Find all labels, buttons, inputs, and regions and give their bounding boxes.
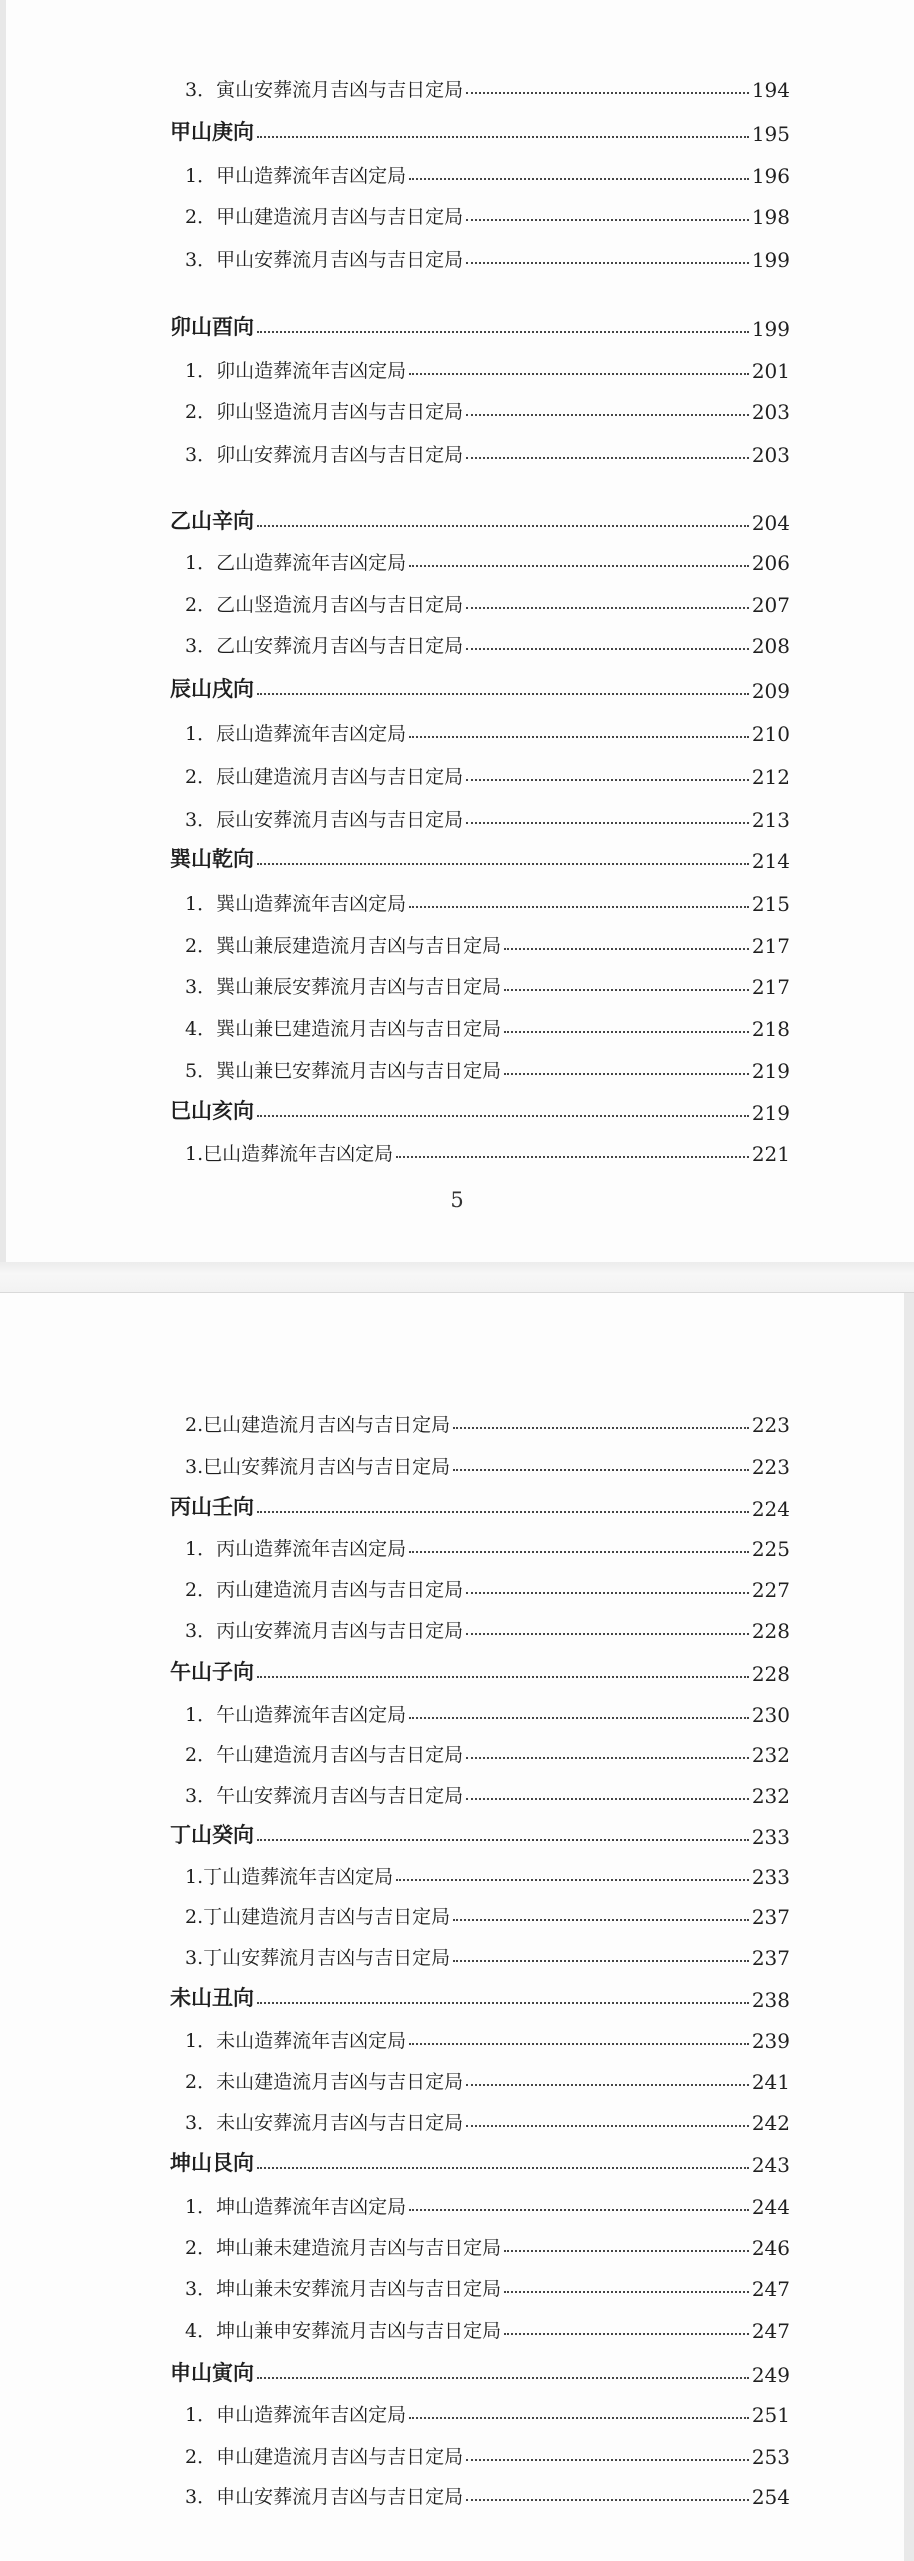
toc-entry-title: 3．甲山安葬流月吉凶与吉日定局	[185, 249, 464, 271]
dot-leader	[466, 1797, 749, 1800]
toc-entry-page-number: 199	[751, 248, 790, 272]
toc-entry-title: 2.丁山建造流月吉凶与吉日定局	[185, 1906, 451, 1928]
toc-entry-page-number: 254	[751, 2485, 790, 2509]
toc-entry-page-number: 232	[751, 1784, 790, 1808]
toc-entry-title: 3．辰山安葬流月吉凶与吉日定局	[185, 809, 464, 831]
toc-section-heading	[0, 110, 914, 146]
toc-section-heading	[0, 2141, 914, 2177]
dot-leader	[257, 2376, 749, 2379]
toc-entry-title: 3．坤山兼未安葬流月吉凶与吉日定局	[185, 2278, 502, 2300]
toc-entry	[0, 2433, 914, 2469]
dot-leader	[257, 2166, 749, 2169]
dot-leader	[396, 1155, 749, 1158]
toc-entry-page-number: 209	[751, 679, 790, 703]
toc-section-heading	[0, 1485, 914, 1521]
dot-leader	[504, 947, 749, 950]
toc-entry-title: 2.巳山建造流月吉凶与吉日定局	[185, 1414, 451, 1436]
toc-entry-page-number: 247	[751, 2319, 790, 2343]
toc-entry	[0, 1691, 914, 1727]
dot-leader	[466, 1591, 749, 1594]
dot-leader	[409, 735, 749, 738]
toc-entry	[0, 581, 914, 617]
toc-entry-page-number: 203	[751, 400, 790, 424]
dot-leader	[257, 1510, 749, 1513]
toc-entry-title: 3．巽山兼辰安葬流月吉凶与吉日定局	[185, 976, 502, 998]
toc-entry-title: 午山子向	[170, 1659, 254, 1684]
toc-entry-page-number: 247	[751, 2277, 790, 2301]
toc-entry-title: 卯山酉向	[170, 314, 254, 339]
toc-section-heading	[0, 1089, 914, 1125]
dot-leader	[466, 1632, 749, 1635]
toc-entry	[0, 622, 914, 658]
toc-entry-title: 1．巽山造葬流年吉凶定局	[185, 893, 407, 915]
toc-entry-page-number: 228	[751, 1619, 790, 1643]
toc-entry	[0, 922, 914, 958]
toc-entry-page-number: 232	[751, 1743, 790, 1767]
dot-leader	[504, 2332, 749, 2335]
toc-section-heading	[0, 1976, 914, 2012]
toc-entry-title: 1．辰山造葬流年吉凶定局	[185, 723, 407, 745]
toc-entry-page-number: 251	[751, 2403, 790, 2427]
toc-entry-page-number: 203	[751, 443, 790, 467]
toc-entry-title: 1.巳山造葬流年吉凶定局	[185, 1143, 394, 1165]
toc-entry-title: 巽山乾向	[170, 846, 254, 871]
toc-entry-page-number: 238	[751, 1988, 790, 2012]
toc-entry-title: 3．卯山安葬流月吉凶与吉日定局	[185, 444, 464, 466]
toc-entry	[0, 431, 914, 467]
toc-section-heading	[0, 499, 914, 535]
toc-entry	[0, 1047, 914, 1083]
toc-entry-page-number: 244	[751, 2195, 790, 2219]
toc-entry-title: 2．辰山建造流月吉凶与吉日定局	[185, 766, 464, 788]
toc-entry-title: 3.巳山安葬流月吉凶与吉日定局	[185, 1456, 451, 1478]
dot-leader	[453, 1426, 749, 1429]
toc-entry-page-number: 199	[751, 317, 790, 341]
toc-entry-title: 坤山艮向	[170, 2150, 254, 2175]
toc-entry-page-number: 218	[751, 1017, 790, 1041]
toc-entry-title: 3．申山安葬流月吉凶与吉日定局	[185, 2486, 464, 2508]
toc-entry	[0, 2307, 914, 2343]
toc-section-heading	[0, 305, 914, 341]
dot-leader	[409, 177, 749, 180]
document-page-2	[0, 1292, 914, 2561]
toc-entry-title: 3．丙山安葬流月吉凶与吉日定局	[185, 1620, 464, 1642]
toc-entry	[0, 1443, 914, 1479]
toc-section-heading	[0, 667, 914, 703]
dot-leader	[257, 862, 749, 865]
toc-entry	[0, 1934, 914, 1970]
toc-entry-page-number: 249	[751, 2363, 790, 2387]
toc-entry-page-number: 233	[751, 1825, 790, 1849]
toc-entry	[0, 1853, 914, 1889]
dot-leader	[409, 1716, 749, 1719]
toc-entry-page-number: 228	[751, 1662, 790, 1686]
toc-entry-page-number: 214	[751, 849, 790, 873]
toc-entry	[0, 1893, 914, 1929]
document-page-1	[0, 0, 914, 1262]
toc-entry-page-number: 204	[751, 511, 790, 535]
toc-entry-title: 2．巽山兼辰建造流月吉凶与吉日定局	[185, 935, 502, 957]
toc-entry	[0, 2017, 914, 2053]
dot-leader	[409, 2042, 749, 2045]
toc-entry-title: 2．未山建造流月吉凶与吉日定局	[185, 2071, 464, 2093]
dot-leader	[257, 1838, 749, 1841]
toc-entry-title: 1．卯山造葬流年吉凶定局	[185, 360, 407, 382]
toc-entry-page-number: 227	[751, 1578, 790, 1602]
toc-entry-title: 4．坤山兼申安葬流月吉凶与吉日定局	[185, 2320, 502, 2342]
toc-entry-page-number: 215	[751, 892, 790, 916]
dot-leader	[466, 261, 749, 264]
toc-entry	[0, 1130, 914, 1166]
toc-entry	[0, 193, 914, 229]
dot-leader	[257, 692, 749, 695]
toc-entry-title: 2．午山建造流月吉凶与吉日定局	[185, 1744, 464, 1766]
toc-entry-title: 未山丑向	[170, 1985, 254, 2010]
toc-entry-title: 丙山壬向	[170, 1494, 254, 1519]
dot-leader	[453, 1468, 749, 1471]
toc-entry-title: 3.丁山安葬流月吉凶与吉日定局	[185, 1947, 451, 1969]
dot-leader	[504, 988, 749, 991]
dot-leader	[409, 905, 749, 908]
toc-entry	[0, 963, 914, 999]
dot-leader	[466, 218, 749, 221]
toc-entry-page-number: 196	[751, 164, 790, 188]
toc-entry-page-number: 253	[751, 2445, 790, 2469]
toc-entry-title: 1．未山造葬流年吉凶定局	[185, 2030, 407, 2052]
dot-leader	[466, 413, 749, 416]
toc-entry-page-number: 198	[751, 205, 790, 229]
toc-entry	[0, 388, 914, 424]
toc-entry-title: 丁山癸向	[170, 1822, 254, 1847]
dot-leader	[453, 1918, 749, 1921]
dot-leader	[409, 564, 749, 567]
page-number: 5	[450, 1188, 464, 1212]
toc-entry	[0, 2099, 914, 2135]
dot-leader	[466, 2124, 749, 2127]
toc-entry-page-number: 225	[751, 1537, 790, 1561]
toc-entry-page-number: 207	[751, 593, 790, 617]
toc-section-heading	[0, 1650, 914, 1686]
toc-entry-page-number: 223	[751, 1455, 790, 1479]
dot-leader	[466, 456, 749, 459]
toc-entry-title: 2．卯山竖造流月吉凶与吉日定局	[185, 401, 464, 423]
toc-entry-page-number: 201	[751, 359, 790, 383]
dot-leader	[504, 2249, 749, 2252]
toc-entry	[0, 1566, 914, 1602]
dot-leader	[257, 1675, 749, 1678]
toc-entry-title: 4．巽山兼巳建造流月吉凶与吉日定局	[185, 1018, 502, 1040]
toc-entry-title: 1．丙山造葬流年吉凶定局	[185, 1538, 407, 1560]
toc-entry	[0, 1607, 914, 1643]
toc-entry-title: 1．乙山造葬流年吉凶定局	[185, 552, 407, 574]
dot-leader	[409, 372, 749, 375]
toc-entry-title: 5．巽山兼巳安葬流月吉凶与吉日定局	[185, 1060, 502, 1082]
dot-leader	[504, 2290, 749, 2293]
toc-entry	[0, 1525, 914, 1561]
toc-section-heading	[0, 2351, 914, 2387]
toc-entry	[0, 2473, 914, 2509]
toc-entry	[0, 347, 914, 383]
dot-leader	[466, 647, 749, 650]
toc-entry-page-number: 195	[751, 122, 790, 146]
toc-entry-title: 2．丙山建造流月吉凶与吉日定局	[185, 1579, 464, 1601]
toc-entry	[0, 1005, 914, 1041]
toc-entry-page-number: 219	[751, 1059, 790, 1083]
toc-entry-page-number: 213	[751, 808, 790, 832]
toc-entry-page-number: 224	[751, 1497, 790, 1521]
toc-entry	[0, 236, 914, 272]
dot-leader	[466, 778, 749, 781]
toc-entry	[0, 1772, 914, 1808]
toc-entry	[0, 753, 914, 789]
toc-entry	[0, 2224, 914, 2260]
dot-leader	[504, 1072, 749, 1075]
toc-entry-title: 乙山辛向	[170, 508, 254, 533]
toc-entry	[0, 710, 914, 746]
toc-section-heading	[0, 837, 914, 873]
dot-leader	[409, 2208, 749, 2211]
toc-entry-page-number: 217	[751, 975, 790, 999]
toc-entry	[0, 2183, 914, 2219]
dot-leader	[453, 1959, 749, 1962]
toc-entry	[0, 152, 914, 188]
toc-entry-title: 申山寅向	[170, 2360, 254, 2385]
dot-leader	[466, 2083, 749, 2086]
dot-leader	[504, 1030, 749, 1033]
toc-entry	[0, 1401, 914, 1437]
dot-leader	[466, 2498, 749, 2501]
toc-entry-page-number: 212	[751, 765, 790, 789]
dot-leader	[466, 91, 749, 94]
toc-entry-page-number: 230	[751, 1703, 790, 1727]
toc-entry	[0, 2265, 914, 2301]
dot-leader	[466, 606, 749, 609]
toc-entry-title: 2．坤山兼未建造流月吉凶与吉日定局	[185, 2237, 502, 2259]
toc-entry-page-number: 237	[751, 1946, 790, 1970]
toc-entry-page-number: 237	[751, 1905, 790, 1929]
toc-entry-page-number: 210	[751, 722, 790, 746]
toc-entry	[0, 66, 914, 102]
toc-entry-page-number: 243	[751, 2153, 790, 2177]
toc-entry-title: 甲山庚向	[170, 119, 254, 144]
toc-entry-title: 3．未山安葬流月吉凶与吉日定局	[185, 2112, 464, 2134]
dot-leader	[257, 524, 749, 527]
toc-entry-page-number: 241	[751, 2070, 790, 2094]
toc-entry-title: 3．寅山安葬流月吉凶与吉日定局	[185, 79, 464, 101]
dot-leader	[466, 2458, 749, 2461]
toc-entry-page-number: 246	[751, 2236, 790, 2260]
toc-entry-title: 3．午山安葬流月吉凶与吉日定局	[185, 1785, 464, 1807]
dot-leader	[257, 135, 749, 138]
toc-entry-page-number: 208	[751, 634, 790, 658]
toc-entry-page-number: 206	[751, 551, 790, 575]
toc-entry-title: 1．申山造葬流年吉凶定局	[185, 2404, 407, 2426]
toc-section-heading	[0, 1813, 914, 1849]
toc-entry-title: 1．甲山造葬流年吉凶定局	[185, 165, 407, 187]
toc-entry	[0, 1731, 914, 1767]
dot-leader	[466, 1756, 749, 1759]
toc-entry-title: 1．坤山造葬流年吉凶定局	[185, 2196, 407, 2218]
dot-leader	[257, 2001, 749, 2004]
dot-leader	[466, 821, 749, 824]
toc-entry	[0, 796, 914, 832]
toc-entry-title: 2．申山建造流月吉凶与吉日定局	[185, 2446, 464, 2468]
toc-entry-title: 辰山戌向	[170, 676, 254, 701]
toc-entry-title: 2．甲山建造流月吉凶与吉日定局	[185, 206, 464, 228]
dot-leader	[409, 1550, 749, 1553]
page-gap	[0, 1262, 914, 1292]
toc-entry-page-number: 239	[751, 2029, 790, 2053]
dot-leader	[409, 2416, 749, 2419]
toc-entry-title: 1．午山造葬流年吉凶定局	[185, 1704, 407, 1726]
toc-entry-title: 1.丁山造葬流年吉凶定局	[185, 1866, 394, 1888]
dot-leader	[257, 330, 749, 333]
toc-entry-page-number: 242	[751, 2111, 790, 2135]
toc-entry-page-number: 194	[751, 78, 790, 102]
toc-entry-page-number: 233	[751, 1865, 790, 1889]
toc-entry-title: 2．乙山竖造流月吉凶与吉日定局	[185, 594, 464, 616]
toc-entry	[0, 2058, 914, 2094]
toc-entry-title: 巳山亥向	[170, 1098, 254, 1123]
dot-leader	[257, 1114, 749, 1117]
toc-entry-page-number: 223	[751, 1413, 790, 1437]
toc-entry-page-number: 217	[751, 934, 790, 958]
toc-entry	[0, 539, 914, 575]
toc-entry-title: 3．乙山安葬流月吉凶与吉日定局	[185, 635, 464, 657]
toc-entry	[0, 880, 914, 916]
dot-leader	[396, 1878, 749, 1881]
toc-entry	[0, 2391, 914, 2427]
toc-entry-page-number: 219	[751, 1101, 790, 1125]
toc-entry-page-number: 221	[751, 1142, 790, 1166]
